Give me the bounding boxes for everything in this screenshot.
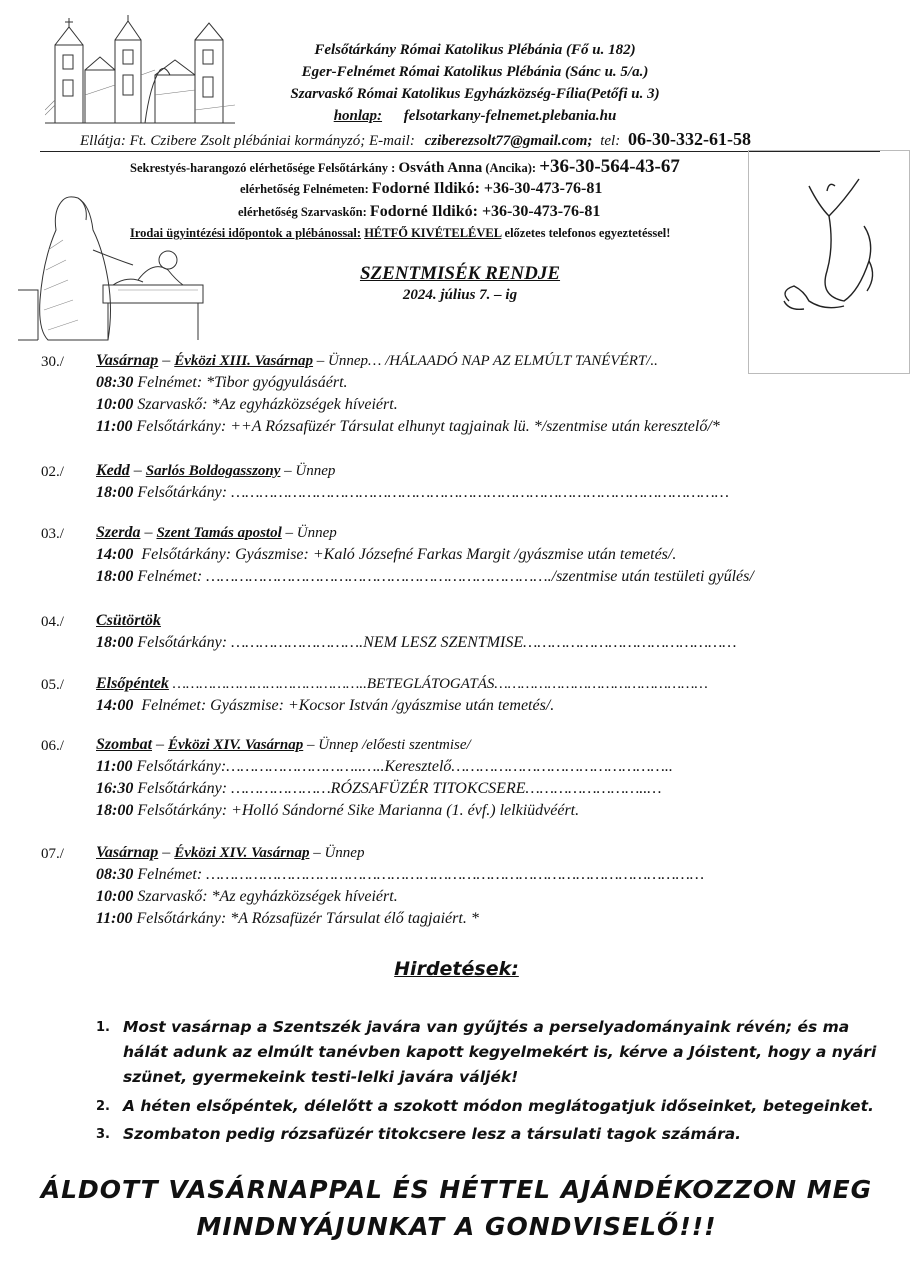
mass-time: 14:00 <box>96 697 134 714</box>
tel-number: 06-30-332-61-58 <box>627 129 751 149</box>
day-number: 06./ <box>41 738 64 754</box>
mass-entry <box>96 780 662 798</box>
mass-time: 18:00 <box>96 634 134 651</box>
feast-name: Évközi XIV. Vasárnap <box>174 845 310 861</box>
mass-details: Felsőtárkány: …………………………………………………………………………………………… <box>133 484 730 501</box>
day-number: 02./ <box>41 464 64 480</box>
mass-entry <box>96 888 398 906</box>
administrator-line <box>80 129 751 150</box>
homepage-line <box>215 108 735 125</box>
feast-name: Évközi XIV. Vasárnap <box>168 737 304 753</box>
mass-time: 14:00 <box>96 546 134 563</box>
day-header <box>96 612 161 630</box>
mass-details: Felnémet: …………………………………………………………………………………………… <box>133 866 705 883</box>
mass-entry <box>96 802 579 820</box>
announcements-title: Hirdetések: <box>394 958 519 980</box>
feast-note: – Ünnep <box>309 845 365 861</box>
day-header <box>96 524 337 542</box>
dancer-illustration-frame <box>748 150 910 374</box>
announcement-item <box>96 1122 883 1147</box>
day-separator: – <box>140 524 157 541</box>
feast-note: – Ünnep <box>281 525 337 541</box>
day-header <box>96 736 471 754</box>
mass-details: Szarvaskő: *Az egyházközségek híveiért. <box>133 888 398 905</box>
day-number: 30./ <box>41 354 64 370</box>
mass-details: Felsőtárkány: Gyászmise: +Kaló Józsefné Farkas Margit /gyászmise után temetés/. <box>133 546 677 563</box>
mass-time: 18:00 <box>96 802 134 819</box>
sacristan-nick: (Ancika): <box>485 161 537 175</box>
parish-felnemet: Eger-Felnémet Római Katolikus Plébánia (Sánc u. 5/a.) <box>301 64 649 80</box>
tel-label: tel: <box>600 133 621 149</box>
day-header <box>96 675 708 693</box>
day-number: 05./ <box>41 677 64 693</box>
sacristan-name: Osváth Anna <box>398 160 483 176</box>
feast-note: – Ünnep /előesti szentmise/ <box>303 737 471 753</box>
mass-details: Felnémet: ………………………………………………………………./szentmise után testületi gyűlés/ <box>133 568 754 585</box>
church-illustration <box>45 15 235 125</box>
mass-entry <box>96 910 479 928</box>
feast-note: ……………………………………..BETEGLÁTOGATÁS………………………………………… <box>168 676 708 692</box>
announcement-text: Szombaton pedig rózsafüzér titokcsere lesz a társulati tagok számára. <box>123 1125 742 1143</box>
sacristan-label: Sekrestyés-harangozó elérhetősége Felsőtárkány : <box>130 161 396 175</box>
parish-szarvasko: Szarvaskő Római Katolikus Egyházközség-Fília(Petőfi u. 3) <box>290 86 660 102</box>
mass-time: 10:00 <box>96 396 134 413</box>
mass-details: Felsőtárkány: ……………………….NEM LESZ SZENTMISE……………………………………… <box>133 634 737 651</box>
mass-details: Felsőtárkány: *A Rózsafüzér Társulat élő tagjaiért. * <box>132 910 479 927</box>
mass-time: 11:00 <box>96 758 133 775</box>
day-separator: – <box>158 352 175 369</box>
schedule-title: SZENTMISÉK RENDJE <box>359 263 561 284</box>
felnemet-contact-line <box>240 180 602 198</box>
feast-name: Évközi XIII. Vasárnap <box>174 353 314 369</box>
szarvasko-label: elérhetőség Szarvaskőn: <box>238 205 367 219</box>
day-name: Vasárnap <box>96 844 159 861</box>
day-header <box>96 844 364 862</box>
day-number: 07./ <box>41 846 64 862</box>
day-name: Vasárnap <box>96 352 159 369</box>
office-note: előzetes telefonos egyeztetéssel! <box>504 226 671 240</box>
mass-details: Felnémet: Gyászmise: +Kocsor István /gyászmise után temetés/. <box>133 697 555 714</box>
email-link[interactable]: cziberezsolt77@gmail.com; <box>424 133 593 149</box>
feast-note: – Ünnep <box>280 463 336 479</box>
mass-entry <box>96 396 398 414</box>
mass-time: 18:00 <box>96 484 134 501</box>
announcement-text: Most vasárnap a Szentszék javára van gyűjtés a perselyadományaink révén; és ma hálát adunk az elmúlt tanévben kapott kegyelmekért is, kérve a Jóistent, hogy a nyári szünet, gyermekeink testi-lelki javára váljék! <box>123 1018 877 1086</box>
mass-time: 18:00 <box>96 568 134 585</box>
mass-entry <box>96 758 673 776</box>
mass-entry <box>96 374 348 392</box>
mass-time: 16:30 <box>96 780 134 797</box>
day-header <box>96 352 658 370</box>
announcement-item <box>96 1094 883 1119</box>
announcement-number: 3. <box>96 1127 110 1142</box>
administrator-text: Ellátja: Ft. Czibere Zsolt plébániai kormányzó; E-mail: <box>80 133 415 149</box>
mass-time: 08:30 <box>96 374 134 391</box>
day-name: Szerda <box>96 524 141 541</box>
mass-entry <box>96 484 729 502</box>
felnemet-contact: Fodorné Ildikó: +36-30-473-76-81 <box>371 180 603 197</box>
announcement-number: 1. <box>96 1020 110 1035</box>
office-days: HÉTFŐ KIVÉTELÉVEL <box>364 226 502 240</box>
mass-entry <box>96 634 737 652</box>
blessing-line-2: MINDNYÁJUNKAT A GONDVISELŐ!!! <box>196 1212 717 1241</box>
day-separator: – <box>158 844 175 861</box>
announcement-number: 2. <box>96 1099 110 1114</box>
sacristan-phone: +36-30-564-43-67 <box>539 156 680 177</box>
homepage-label: honlap: <box>333 108 383 124</box>
homepage-link[interactable]: felsotarkany-felnemet.plebania.hu <box>403 108 617 124</box>
day-name: Szombat <box>96 736 153 753</box>
day-name: Elsőpéntek <box>96 675 169 692</box>
mass-time: 10:00 <box>96 888 134 905</box>
mass-entry <box>96 418 720 436</box>
mass-time: 11:00 <box>96 418 133 435</box>
mass-details: Felnémet: *Tibor gyógyulásáért. <box>133 374 348 391</box>
szarvasko-contact: Fodorné Ildikó: +36-30-473-76-81 <box>369 203 601 220</box>
mass-details: Felsőtárkány: ++A Rózsafüzér Társulat elhunyt tagjainak lü. */szentmise után keresztelő/* <box>132 418 720 435</box>
schedule-subtitle: 2024. július 7. – ig <box>402 287 518 303</box>
parish-felsotarkany: Felsőtárkány Római Katolikus Plébánia (Fő u. 182) <box>314 42 636 58</box>
mass-entry <box>96 697 554 715</box>
mass-time: 11:00 <box>96 910 133 927</box>
mass-time: 08:30 <box>96 866 134 883</box>
dancer-illustration <box>749 151 909 373</box>
mass-details: Felsőtárkány: …………………RÓZSAFÜZÉR TITOKCSERE……………………..… <box>133 780 662 797</box>
blessing-line-1: ÁLDOTT VASÁRNAPPAL ÉS HÉTTEL AJÁNDÉKOZZON MEG <box>40 1175 873 1204</box>
feast-name: Sarlós Boldogasszony <box>145 463 281 479</box>
mass-details: Szarvaskő: *Az egyházközségek híveiért. <box>133 396 398 413</box>
office-label: Irodai ügyintézési időpontok a plébánossal: <box>130 226 362 240</box>
feast-note: – Ünnep… /HÁLAADÓ NAP AZ ELMÚLT TANÉVÉRT/.. <box>313 353 658 369</box>
mass-details: Felsőtárkány:………………………..…..Keresztelő……………………………………….. <box>132 758 673 775</box>
feast-name: Szent Tamás apostol <box>156 525 282 541</box>
mass-entry <box>96 546 676 564</box>
day-name: Kedd <box>96 462 130 479</box>
mass-entry <box>96 866 704 884</box>
day-name: Csütörtök <box>96 612 161 629</box>
mass-details: Felsőtárkány: +Holló Sándorné Sike Marianna (1. évf.) lelkiüdvéért. <box>133 802 580 819</box>
day-separator: – <box>152 736 169 753</box>
day-number: 04./ <box>41 614 64 630</box>
sacristan-line <box>130 156 680 178</box>
day-separator: – <box>129 462 146 479</box>
felnemet-label: elérhetőség Felnémeten: <box>240 182 369 196</box>
day-header <box>96 462 335 480</box>
szarvasko-contact-line <box>238 203 600 221</box>
announcement-item <box>96 1015 883 1090</box>
announcement-text: A héten elsőpéntek, délelőtt a szokott módon meglátogatjuk időseinket, betegeinket. <box>123 1097 874 1115</box>
day-number: 03./ <box>41 526 64 542</box>
mass-entry <box>96 568 754 586</box>
